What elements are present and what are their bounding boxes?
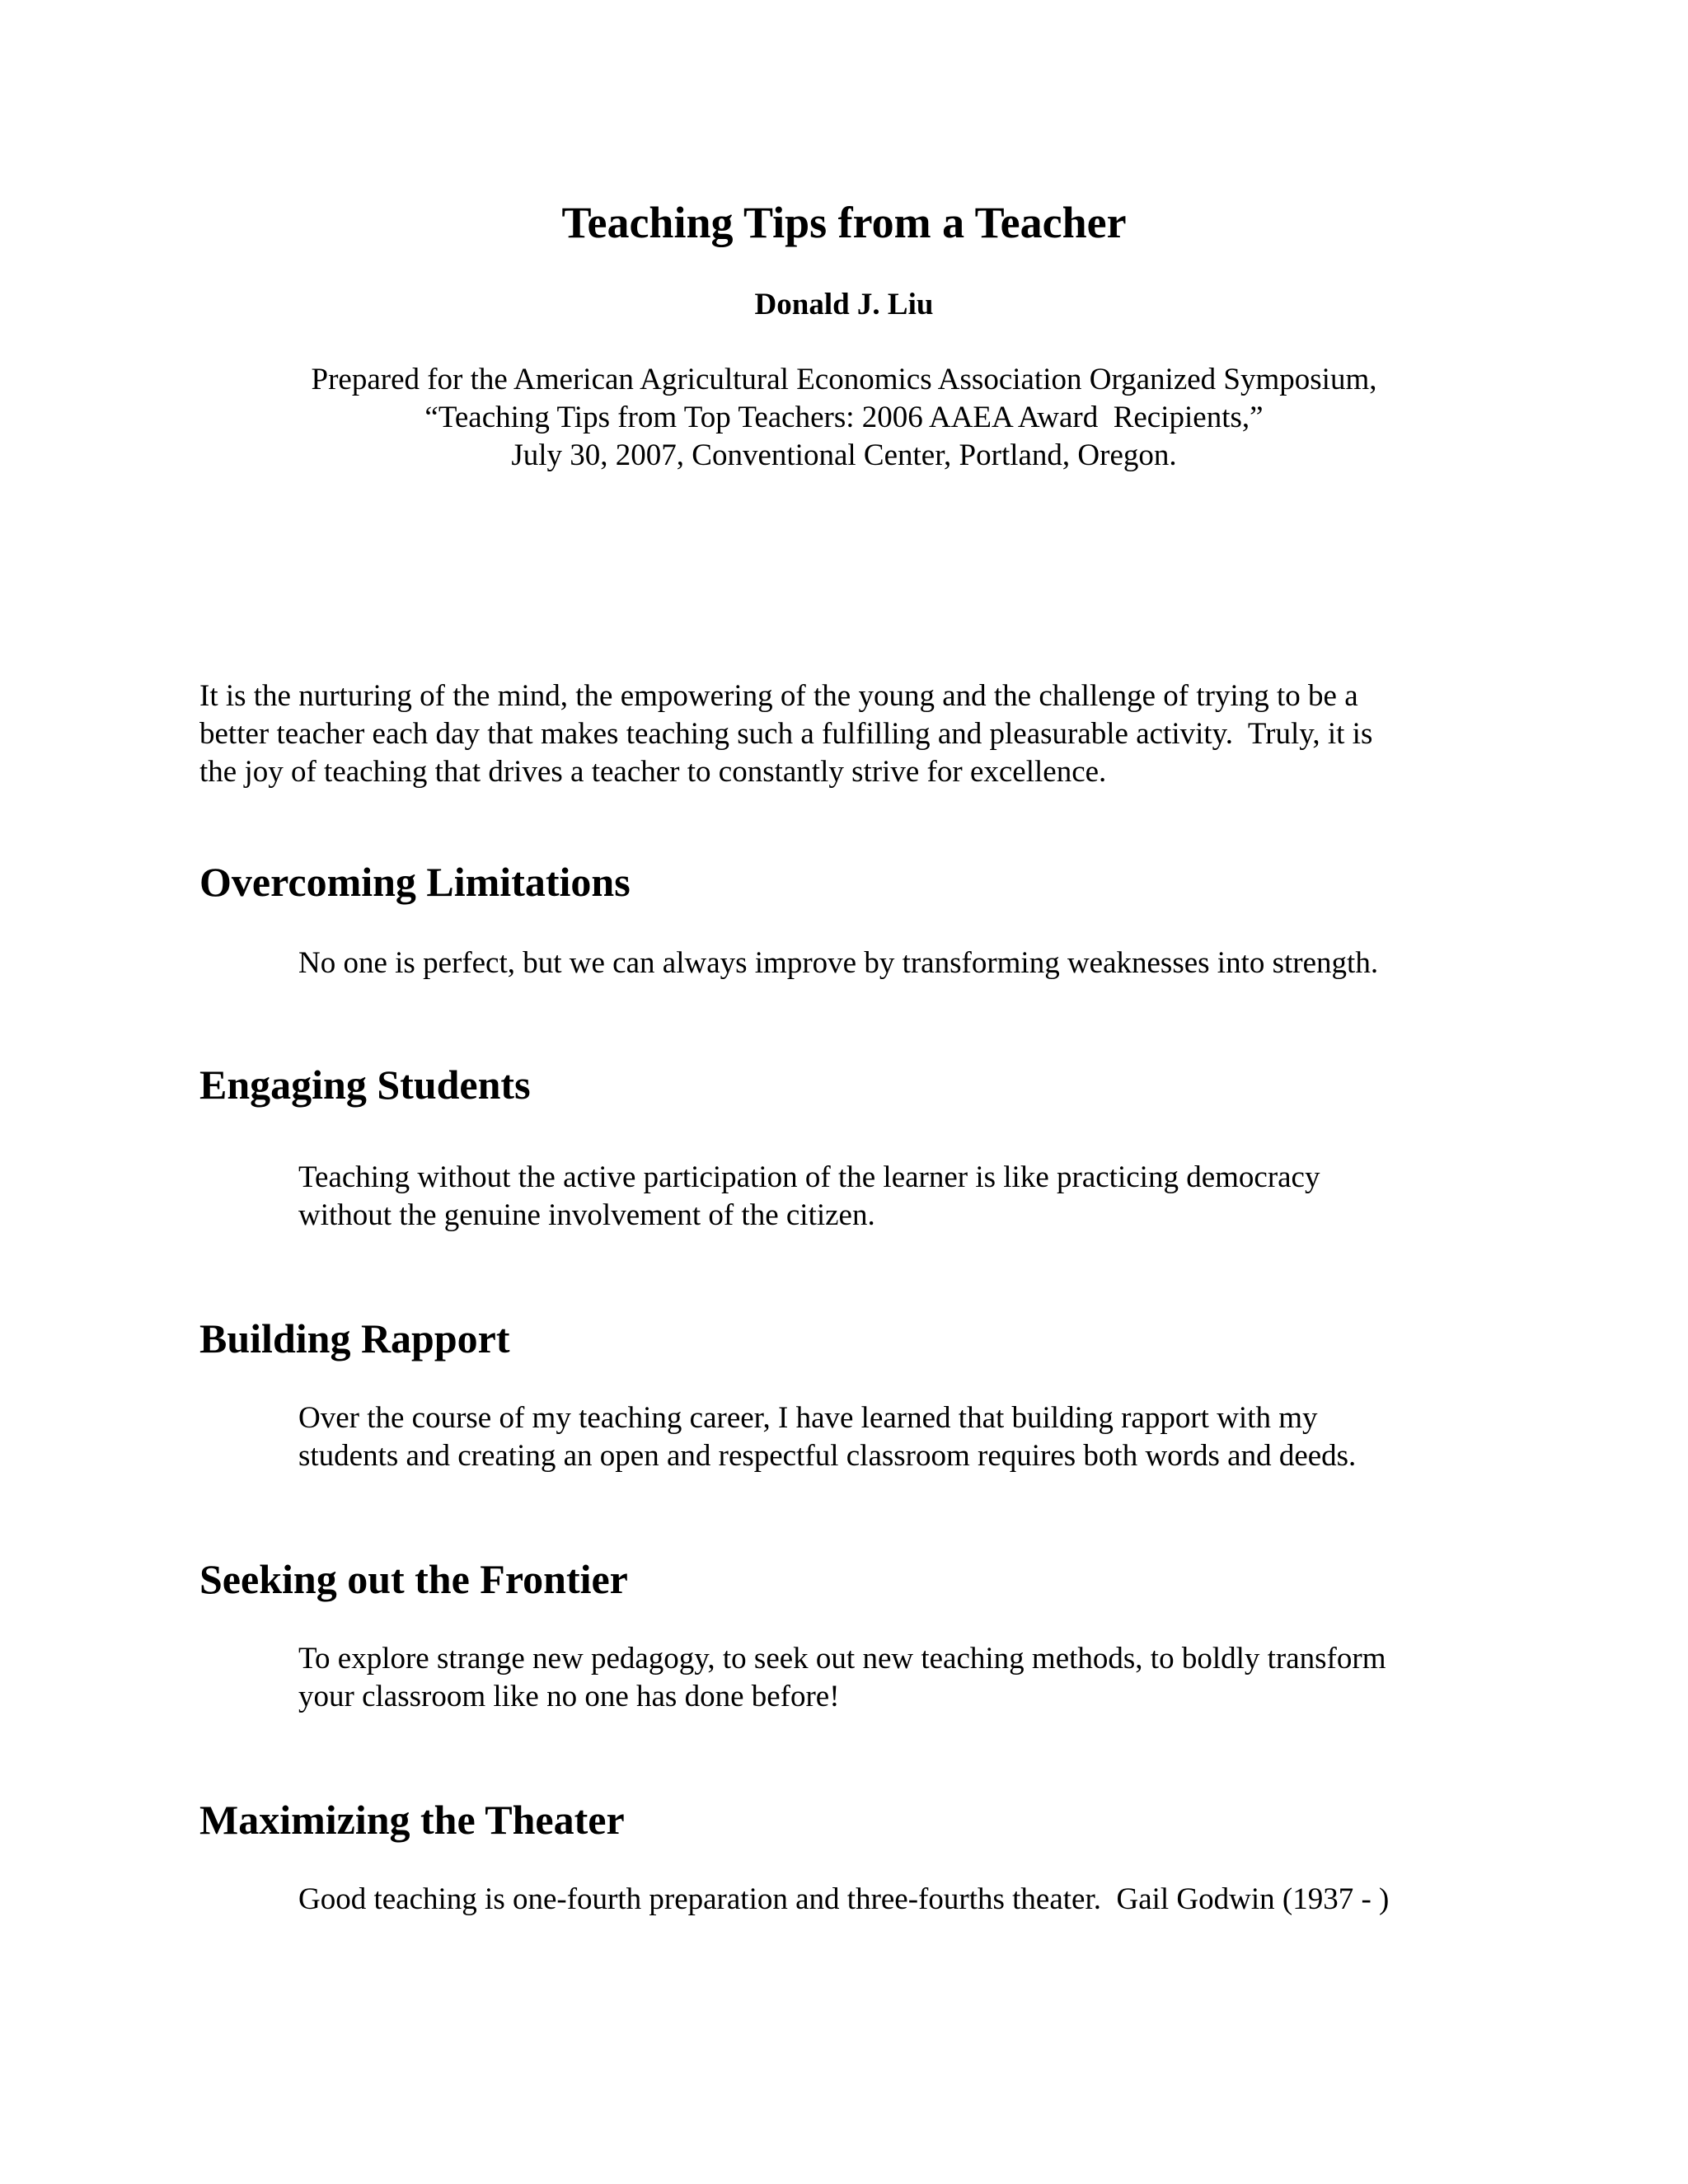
prepared-line: “Teaching Tips from Top Teachers: 2006 AAEA Award Recipients,” xyxy=(424,401,1264,434)
prepared-line: Prepared for the American Agricultural Economics Association Organized Symposium, xyxy=(311,363,1377,396)
intro-line: the joy of teaching that drives a teacher to constantly strive for excellence. xyxy=(199,755,1107,789)
intro-line: better teacher each day that makes teaching such a fulfilling and pleasurable activity. Truly, it is xyxy=(199,717,1373,751)
prepared-line: July 30, 2007, Conventional Center, Portland, Oregon. xyxy=(511,438,1177,472)
prepared-for-note xyxy=(0,361,1688,475)
section-body xyxy=(298,1399,1535,1475)
section-body xyxy=(298,1159,1535,1235)
section-line: your classroom like no one has done before! xyxy=(298,1680,840,1713)
section-line: To explore strange new pedagogy, to seek out new teaching methods, to boldly transform xyxy=(298,1642,1386,1675)
intro-line: It is the nurturing of the mind, the empowering of the young and the challenge of trying to be a xyxy=(199,679,1358,713)
intro-paragraph xyxy=(199,677,1518,791)
document-title: Teaching Tips from a Teacher xyxy=(561,198,1127,247)
section-line: Over the course of my teaching career, I have learned that building rapport with my xyxy=(298,1401,1318,1435)
section-heading: Building Rapport xyxy=(199,1315,510,1361)
section-line: Good teaching is one-fourth preparation and three-fourths theater. Gail Godwin (1937 - ) xyxy=(298,1882,1390,1916)
section-line: without the genuine involvement of the citizen. xyxy=(298,1198,875,1232)
section-heading: Seeking out the Frontier xyxy=(199,1556,628,1602)
section-heading: Overcoming Limitations xyxy=(199,859,631,905)
section-body xyxy=(298,1881,1535,1919)
section-line: Teaching without the active participation of the learner is like practicing democracy xyxy=(298,1160,1320,1194)
section-heading: Engaging Students xyxy=(199,1062,531,1108)
section-line: students and creating an open and respectful classroom requires both words and deeds. xyxy=(298,1439,1357,1473)
section-heading: Maximizing the Theater xyxy=(199,1797,625,1843)
section-line: No one is perfect, but we can always improve by transforming weaknesses into strength. xyxy=(298,946,1379,980)
section-body xyxy=(298,1640,1535,1716)
section-body xyxy=(298,944,1535,982)
document-author: Donald J. Liu xyxy=(754,288,934,321)
